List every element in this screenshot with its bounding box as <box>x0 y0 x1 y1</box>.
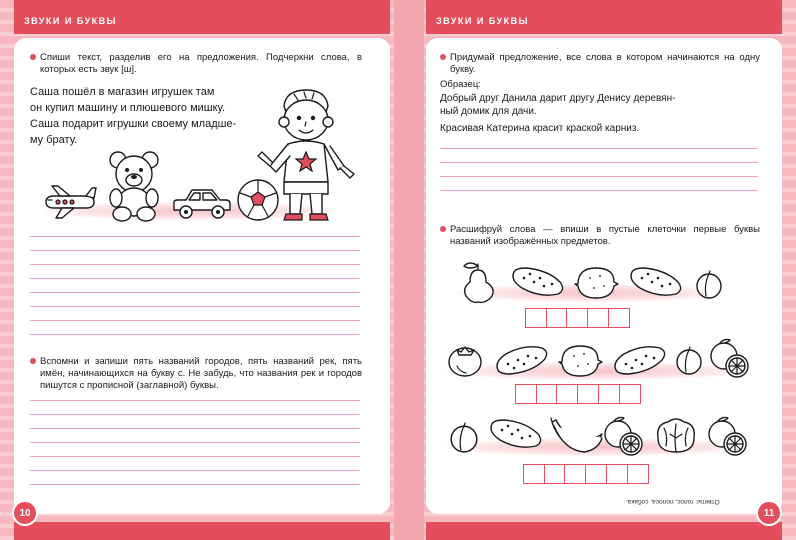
bullet-icon <box>440 226 446 232</box>
teddy-bear-icon <box>104 150 164 222</box>
writing-line <box>30 236 360 237</box>
answer-cells[interactable] <box>524 464 649 484</box>
sample-sentence: Добрый друг Данила дарит другу Денису деревян- <box>440 93 676 104</box>
answers-text: Ответы: голос, полоса, собака. <box>626 498 720 505</box>
lemon-icon <box>574 264 618 302</box>
header-band <box>426 0 782 34</box>
writing-line <box>440 176 758 177</box>
writing-line <box>440 162 758 163</box>
task-instruction: Вспомни и запиши пять названий городов, пять названий рек, пять имён, начинающихся на букву с. Не забудь, что названия рек и городов пишутся с прописной (заглавной) буквы. <box>30 356 362 392</box>
airplane-icon <box>42 182 98 222</box>
tomato-icon <box>446 342 484 378</box>
writing-line <box>30 484 360 485</box>
bullet-icon <box>30 358 36 364</box>
story-line: му брату. <box>30 134 78 146</box>
writing-line <box>30 470 360 471</box>
section-title: ЗВУКИ И БУКВЫ <box>24 16 117 26</box>
task-instruction: Спиши текст, разделив его на предложения. Подчеркни слова, в которых есть звук [ш]. <box>30 52 362 76</box>
writing-line <box>30 250 360 251</box>
writing-line <box>30 414 360 415</box>
orange-icon <box>708 336 752 380</box>
banana-icon <box>550 416 604 454</box>
writing-line <box>30 442 360 443</box>
page-number: 11 <box>756 500 782 526</box>
answer-cell[interactable] <box>608 308 630 328</box>
footer-band <box>14 522 390 540</box>
answer-cell[interactable] <box>587 308 609 328</box>
writing-line <box>30 306 360 307</box>
answer-cell[interactable] <box>523 464 545 484</box>
apricot-icon <box>694 270 724 300</box>
header-band <box>14 0 390 34</box>
sample-label: Образец: <box>440 79 481 90</box>
writing-line <box>440 190 758 191</box>
worksheet <box>14 38 390 514</box>
page-number: 10 <box>12 500 38 526</box>
writing-line <box>30 292 360 293</box>
apricot-icon <box>674 346 704 376</box>
answer-cell[interactable] <box>536 384 558 404</box>
boy-icon <box>254 86 362 226</box>
answer-cell[interactable] <box>556 384 578 404</box>
sample-sentence: ный домик для дачи. <box>440 106 537 117</box>
answer-cell[interactable] <box>598 384 620 404</box>
bullet-icon <box>30 54 36 60</box>
writing-line <box>30 400 360 401</box>
orange-icon <box>706 414 750 458</box>
worksheet <box>426 38 782 514</box>
writing-line <box>30 320 360 321</box>
bullet-icon <box>440 54 446 60</box>
task-instruction: Придумай предложение, все слова в котором начинаются на одну букву. <box>440 52 760 76</box>
writing-line <box>30 264 360 265</box>
writing-line <box>30 456 360 457</box>
answer-cell[interactable] <box>546 308 568 328</box>
sample-sentence: Красивая Катерина красит краской карниз. <box>440 123 640 134</box>
cabbage-icon <box>654 416 698 456</box>
left-page <box>14 0 390 540</box>
answer-cell[interactable] <box>515 384 537 404</box>
pear-icon <box>456 260 500 304</box>
cucumber-icon <box>610 344 668 378</box>
story-text <box>30 84 260 148</box>
writing-line <box>30 334 360 335</box>
answer-cell[interactable] <box>627 464 649 484</box>
footer-band <box>426 522 782 540</box>
cucumber-icon <box>626 266 684 300</box>
answer-cell[interactable] <box>566 308 588 328</box>
cucumber-icon <box>492 344 550 378</box>
answer-cell[interactable] <box>564 464 586 484</box>
writing-line <box>30 278 360 279</box>
answer-cell[interactable] <box>544 464 566 484</box>
cucumber-icon <box>508 266 566 300</box>
story-line: Саша пошёл в магазин игрушек там <box>30 86 215 98</box>
story-line: Саша подарит игрушки своему младше- <box>30 118 237 130</box>
answer-cells[interactable] <box>516 384 641 404</box>
answer-cell[interactable] <box>606 464 628 484</box>
task-instruction: Расшифруй слова — впиши в пустые клеточки первые буквы названий изображённых предметов. <box>440 224 760 248</box>
answer-cell[interactable] <box>619 384 641 404</box>
answer-cell[interactable] <box>577 384 599 404</box>
book-spine <box>394 0 424 540</box>
lemon-icon <box>558 342 602 380</box>
orange-icon <box>602 414 646 458</box>
story-line: он купил машину и плюшевого мишку. <box>30 102 226 114</box>
answer-cell[interactable] <box>585 464 607 484</box>
cucumber-icon <box>486 418 544 452</box>
section-title: ЗВУКИ И БУКВЫ <box>436 16 529 26</box>
toy-car-icon <box>170 186 232 222</box>
answer-cells[interactable] <box>526 308 630 328</box>
writing-line <box>30 428 360 429</box>
writing-line <box>440 148 758 149</box>
answer-cell[interactable] <box>525 308 547 328</box>
right-page <box>426 0 782 540</box>
apricot-icon <box>448 422 480 454</box>
